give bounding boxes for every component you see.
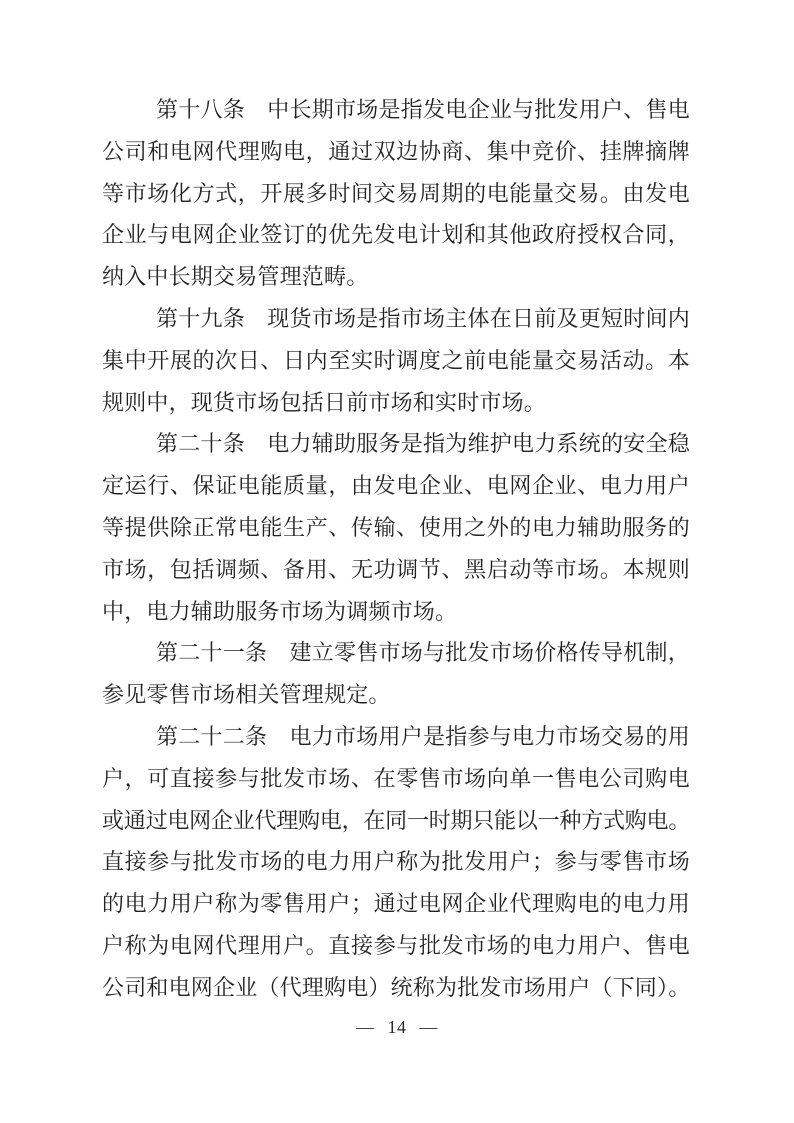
text-line: 户称为电网代理用户。直接参与批发市场的电力用户、售电 [102, 932, 690, 958]
text-line: 第二十二条 电力市场用户是指参与电力市场交易的用 [156, 723, 690, 749]
text-line: 企业与电网企业签订的优先发电计划和其他政府授权合同， [102, 222, 690, 248]
paragraph-article-20 [102, 423, 690, 632]
text-line: 户，可直接参与批发市场、在零售市场向单一售电公司购电 [102, 765, 690, 791]
text-line: 的电力用户称为零售用户；通过电网企业代理购电的电力用 [102, 891, 690, 917]
text-line: 第二十一条 建立零售市场与批发市场价格传导机制， [156, 640, 690, 666]
paragraph-article-22 [102, 716, 690, 1009]
text-line: 等市场化方式，开展多时间交易周期的电能量交易。由发电 [102, 180, 690, 206]
text-line: 定运行、保证电能质量，由发电企业、电网企业、电力用户 [102, 473, 690, 499]
text-line: 公司和电网代理购电，通过双边协商、集中竞价、挂牌摘牌 [102, 138, 690, 164]
page-footer [0, 1014, 794, 1040]
text-line: 或通过电网企业代理购电，在同一时期只能以一种方式购电。 [102, 807, 690, 833]
text-line: 公司和电网企业（代理购电）统称为批发市场用户（下同）。 [102, 974, 691, 1000]
paragraph-article-21 [102, 632, 690, 716]
text-line: 第十八条 中长期市场是指发电企业与批发用户、售电 [156, 97, 690, 122]
text-line: 直接参与批发市场的电力用户称为批发用户；参与零售市场 [102, 849, 690, 875]
text-line: 纳入中长期交易管理范畴。 [102, 264, 369, 290]
text-line: 参见零售市场相关管理规定。 [102, 682, 391, 708]
text-line: 市场，包括调频、备用、无功调节、黑启动等市场。本规则 [102, 556, 690, 582]
page-number: — 14 — [356, 1017, 438, 1037]
text-line: 规则中，现货市场包括日前市场和实时市场。 [102, 389, 547, 415]
text-line: 第二十条 电力辅助服务是指为维护电力系统的安全稳 [156, 431, 690, 457]
document-body [102, 89, 690, 1009]
paragraph-article-18 [102, 89, 690, 298]
text-line: 第十九条 现货市场是指市场主体在日前及更短时间内 [156, 305, 690, 331]
text-line: 集中开展的次日、日内至实时调度之前电能量交易活动。本 [102, 347, 690, 373]
text-line: 等提供除正常电能生产、传输、使用之外的电力辅助服务的 [102, 514, 690, 540]
paragraph-article-19 [102, 298, 690, 423]
text-line: 中，电力辅助服务市场为调频市场。 [102, 598, 458, 624]
